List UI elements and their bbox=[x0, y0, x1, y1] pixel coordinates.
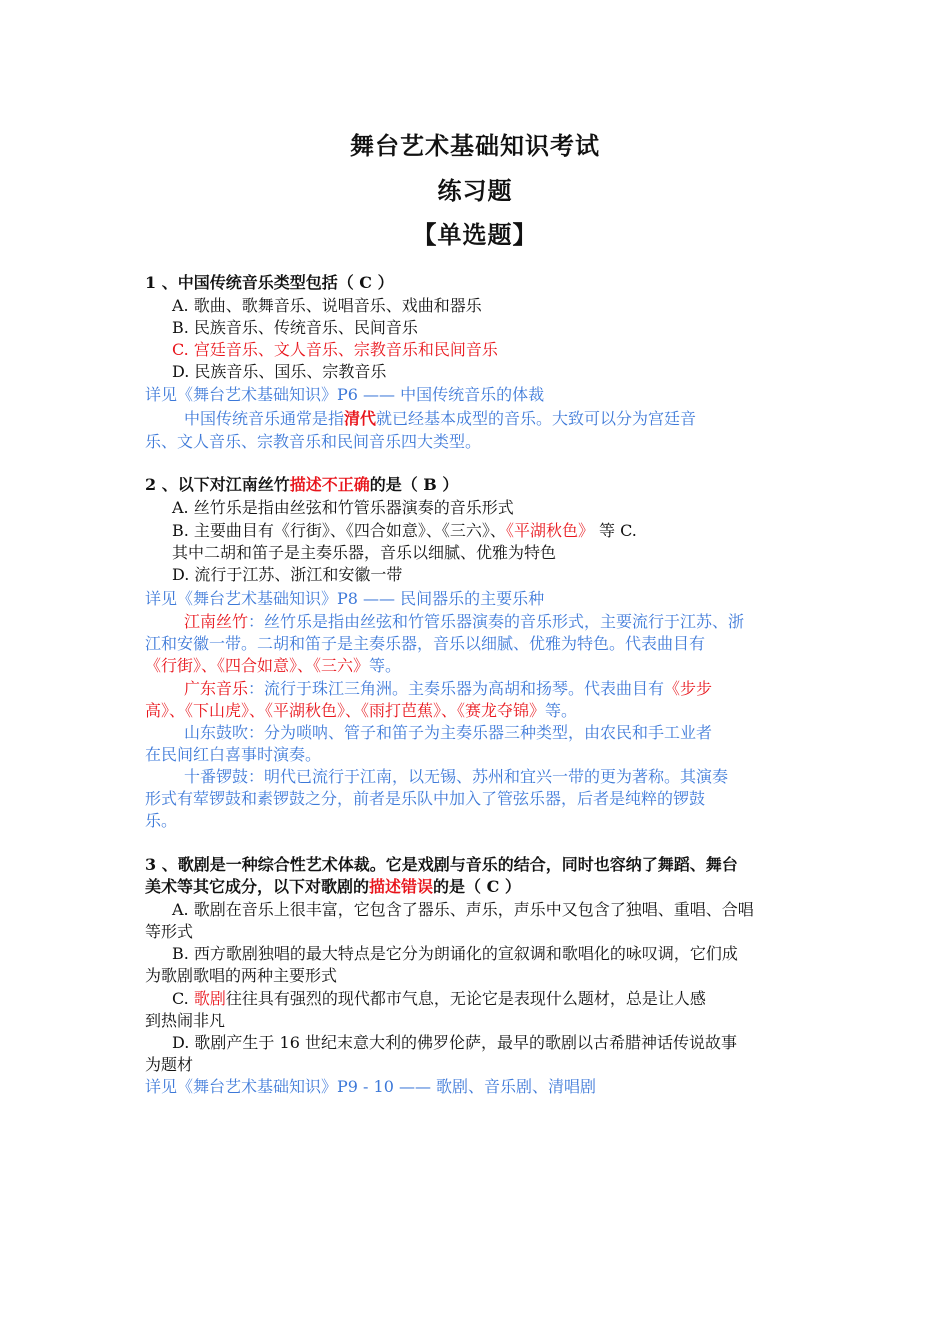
text-segment: 等 C. bbox=[593, 521, 637, 540]
q3-option-a-line1: A. 歌剧在音乐上很丰富，它包含了器乐、声乐，声乐中又包含了独唱、重唱、合唱 bbox=[172, 900, 754, 919]
section-heading: 【单选题】 bbox=[412, 220, 538, 249]
q2-stem bbox=[145, 474, 458, 496]
q3-reference: 详见《舞台艺术基础知识》P9 - 10 —— 歌剧、音乐剧、清唱剧 bbox=[145, 1077, 597, 1096]
q2-shifan-line3: 乐。 bbox=[145, 811, 178, 830]
text-segment: 往往具有强烈的现代都市气息，无论它是表现什么题材，总是让人感 bbox=[225, 989, 706, 1008]
q2-option-b-highlight: 《平湖秋色》 bbox=[505, 521, 594, 540]
q3-option-a-line2: 等形式 bbox=[145, 922, 194, 941]
q1-explanation-line2: 乐、文人音乐、宗教音乐和民间音乐四大类型。 bbox=[145, 432, 482, 451]
q2-option-a: A. 丝竹乐是指由丝弦和竹管乐器演奏的音乐形式 bbox=[172, 498, 514, 517]
q1-option-a: A. 歌曲、歌舞音乐、说唱音乐、戏曲和器乐 bbox=[172, 296, 482, 315]
q2-jiangnan-line3 bbox=[145, 655, 401, 677]
q2-shifan-line2: 形式有荤锣鼓和素锣鼓之分，前者是乐队中加入了管弦乐器，后者是纯粹的锣鼓 bbox=[145, 789, 706, 808]
doc-title: 舞台艺术基础知识考试 bbox=[350, 131, 600, 160]
text-segment: 2 、以下对江南丝竹 bbox=[145, 475, 290, 494]
text-segment: 中国传统音乐通常是指 bbox=[184, 409, 345, 428]
q3-option-c-highlight: 歌剧 bbox=[193, 989, 226, 1008]
q2-jiangnan-label: 江南丝竹 bbox=[184, 612, 249, 631]
q1-explanation-line1 bbox=[184, 408, 696, 430]
text-segment: 美术等其它成分，以下对歌剧的 bbox=[145, 877, 370, 896]
q3-option-d-line2: 为题材 bbox=[145, 1055, 194, 1074]
q2-reference: 详见《舞台艺术基础知识》P8 —— 民间器乐的主要乐种 bbox=[145, 589, 545, 608]
text-segment: ：丝竹乐是指由丝弦和竹管乐器演奏的音乐形式，主要流行于江苏、浙 bbox=[248, 612, 745, 631]
q2-shandong-line1: 山东鼓吹：分为唢呐、管子和笛子为主奏乐器三种类型，由农民和手工业者 bbox=[184, 723, 713, 742]
doc-subtitle: 练习题 bbox=[437, 176, 513, 205]
q2-jiangnan-line1 bbox=[184, 611, 744, 633]
text-segment: 就已经基本成型的音乐。大致可以分为宫廷音 bbox=[376, 409, 697, 428]
q2-guangdong-label: 广东音乐 bbox=[184, 679, 249, 698]
text-segment: 的是（ C ） bbox=[433, 877, 521, 896]
q1-option-d: D. 民族音乐、国乐、宗教音乐 bbox=[172, 362, 387, 381]
q2-jiangnan-titles: 《行街》、《四合如意》、《三六》 bbox=[145, 656, 370, 675]
q3-option-c-line2: 到热闹非凡 bbox=[145, 1011, 226, 1030]
text-segment: C. bbox=[172, 989, 194, 1008]
q2-option-d: D. 流行于江苏、浙江和安徽一带 bbox=[172, 565, 403, 584]
q2-guangdong-titles: 高》、《下山虎》、《平湖秋色》、《雨打芭蕉》、《赛龙夺锦》 bbox=[145, 701, 546, 720]
text-segment: 《步步 bbox=[664, 679, 713, 698]
text-segment: 等。 bbox=[369, 656, 402, 675]
q1-option-c-answer: C. 宫廷音乐、文人音乐、宗教音乐和民间音乐 bbox=[172, 340, 498, 359]
q3-option-b-line1: B. 西方歌剧独唱的最大特点是它分为朗诵化的宣叙调和歌唱化的咏叹调，它们成 bbox=[172, 944, 738, 963]
text-segment: ：流行于珠江三角洲。主奏乐器为高胡和扬琴。代表曲目有 bbox=[248, 679, 665, 698]
q2-shifan-line1: 十番锣鼓：明代已流行于江南，以无锡、苏州和宜兴一带的更为著称。其演奏 bbox=[184, 767, 729, 786]
text-segment: 的是（ B ） bbox=[369, 475, 459, 494]
q1-highlight-qing: 清代 bbox=[344, 409, 377, 428]
q2-guangdong-line2 bbox=[145, 700, 577, 722]
q2-guangdong-line1 bbox=[184, 678, 712, 700]
q2-stem-highlight: 描述不正确 bbox=[289, 475, 370, 494]
q3-stem-line1: 3 、歌剧是一种综合性艺术体裁。它是戏剧与音乐的结合，同时也容纳了舞蹈、舞台 bbox=[145, 855, 738, 874]
q1-stem: 1 、中国传统音乐类型包括（ C ） bbox=[145, 273, 394, 292]
q2-option-c: 其中二胡和笛子是主奏乐器，音乐以细腻、优雅为特色 bbox=[172, 543, 557, 562]
q3-stem-highlight: 描述错误 bbox=[369, 877, 434, 896]
q2-shandong-line2: 在民间红白喜事时演奏。 bbox=[145, 745, 322, 764]
q2-option-b bbox=[172, 520, 637, 542]
q3-stem-line2 bbox=[145, 876, 521, 898]
q1-option-b: B. 民族音乐、传统音乐、民间音乐 bbox=[172, 318, 418, 337]
q3-option-c-line1 bbox=[172, 988, 706, 1010]
q3-option-b-line2: 为歌剧歌唱的两种主要形式 bbox=[145, 966, 338, 985]
text-segment: B. 主要曲目有《行街》、《四合如意》、《三六》、 bbox=[172, 521, 506, 540]
q3-option-d-line1: D. 歌剧产生于 16 世纪末意大利的佛罗伦萨，最早的歌剧以古希腊神话传说故事 bbox=[172, 1033, 737, 1052]
q2-jiangnan-line2: 江和安徽一带。二胡和笛子是主奏乐器，音乐以细腻、优雅为特色。代表曲目有 bbox=[145, 634, 706, 653]
text-segment: 等。 bbox=[545, 701, 578, 720]
q1-reference: 详见《舞台艺术基础知识》P6 —— 中国传统音乐的体裁 bbox=[145, 385, 545, 404]
